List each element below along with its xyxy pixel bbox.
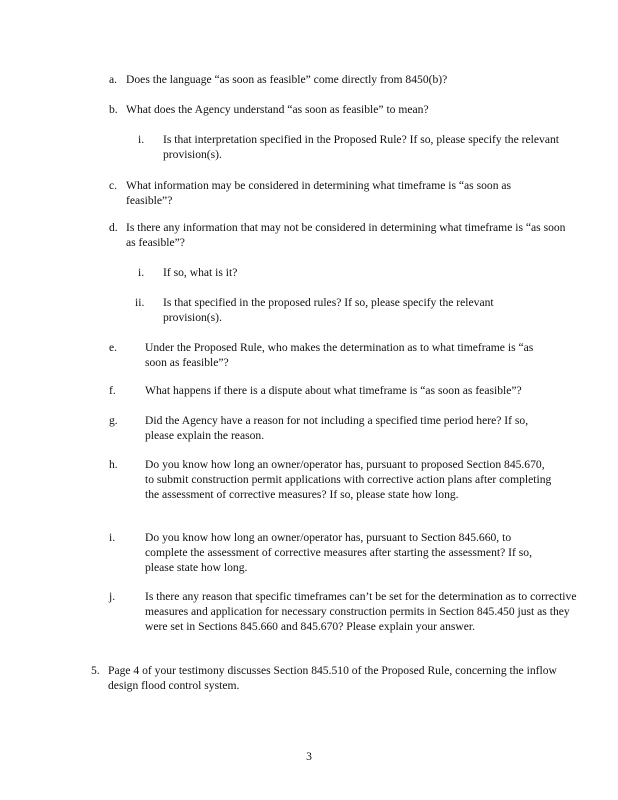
question-e [109, 340, 555, 370]
question-text: Is that specified in the proposed rules? If so, please specify the relevant provision(s). [163, 296, 494, 324]
question-label: ii. [135, 296, 145, 309]
question-text: Does the language “as soon as feasible” come directly from 8450(b)? [126, 73, 448, 86]
question-d-i [138, 265, 563, 280]
question-label: f. [109, 384, 116, 397]
question-h [109, 457, 555, 502]
question-text: Do you know how long an owner/operator has, pursuant to proposed Section 845.670, to submit construction permit applications with corrective action plans after completing the assessment of corrective measures? If so, please state how long. [145, 458, 552, 501]
question-text: What information may be considered in determining what timeframe is “as soon as feasible”? [126, 179, 512, 207]
question-g [109, 413, 545, 443]
question-label: c. [109, 179, 118, 192]
question-text: What happens if there is a dispute about what timeframe is “as soon as feasible”? [145, 384, 522, 397]
question-label: i. [138, 266, 145, 279]
question-label: h. [109, 458, 118, 471]
question-text: What does the Agency understand “as soon as feasible” to mean? [126, 103, 429, 116]
question-label: a. [109, 73, 118, 86]
question-label: j. [109, 590, 116, 603]
question-label: b. [109, 103, 118, 116]
question-text: Do you know how long an owner/operator has, pursuant to Section 845.660, to complete the assessment of corrective measures after starting the assessment? If so, please state how long. [145, 531, 532, 574]
question-c [109, 178, 546, 208]
question-5 [91, 663, 568, 693]
question-label: i. [109, 531, 116, 544]
question-text: Is there any reason that specific timeframes can’t be set for the determination as to corrective measures and application for necessary construction permits in Section 845.450 just as they were set in Sections 845.660 and 845.670? Please explain your answer. [145, 590, 577, 633]
question-i [109, 530, 555, 575]
question-text: Is there any information that may not be considered in determining what timeframe is “as soon as feasible”? [126, 221, 566, 249]
question-a [109, 72, 546, 87]
question-d-ii [135, 295, 533, 325]
question-text: Did the Agency have a reason for not including a specified time period here? If so, please explain the reason. [145, 414, 529, 442]
question-label: d. [109, 221, 118, 234]
question-text: Under the Proposed Rule, who makes the determination as to what timeframe is “as soon as feasible”? [145, 341, 534, 369]
question-label: i. [138, 133, 145, 146]
question-f [109, 383, 565, 398]
question-text: Page 4 of your testimony discusses Section 845.510 of the Proposed Rule, concerning the inflow design flood control system. [108, 664, 557, 692]
question-text: If so, what is it? [163, 266, 238, 279]
question-label: g. [109, 414, 118, 427]
question-b [109, 102, 546, 117]
page-number: 3 [306, 750, 312, 763]
question-text: Is that interpretation specified in the Proposed Rule? If so, please specify the relevant provision(s). [163, 133, 559, 161]
question-j [109, 589, 590, 634]
question-label: e. [109, 341, 118, 354]
question-d [109, 220, 566, 250]
question-b-i [138, 132, 563, 162]
question-label: 5. [91, 664, 100, 677]
